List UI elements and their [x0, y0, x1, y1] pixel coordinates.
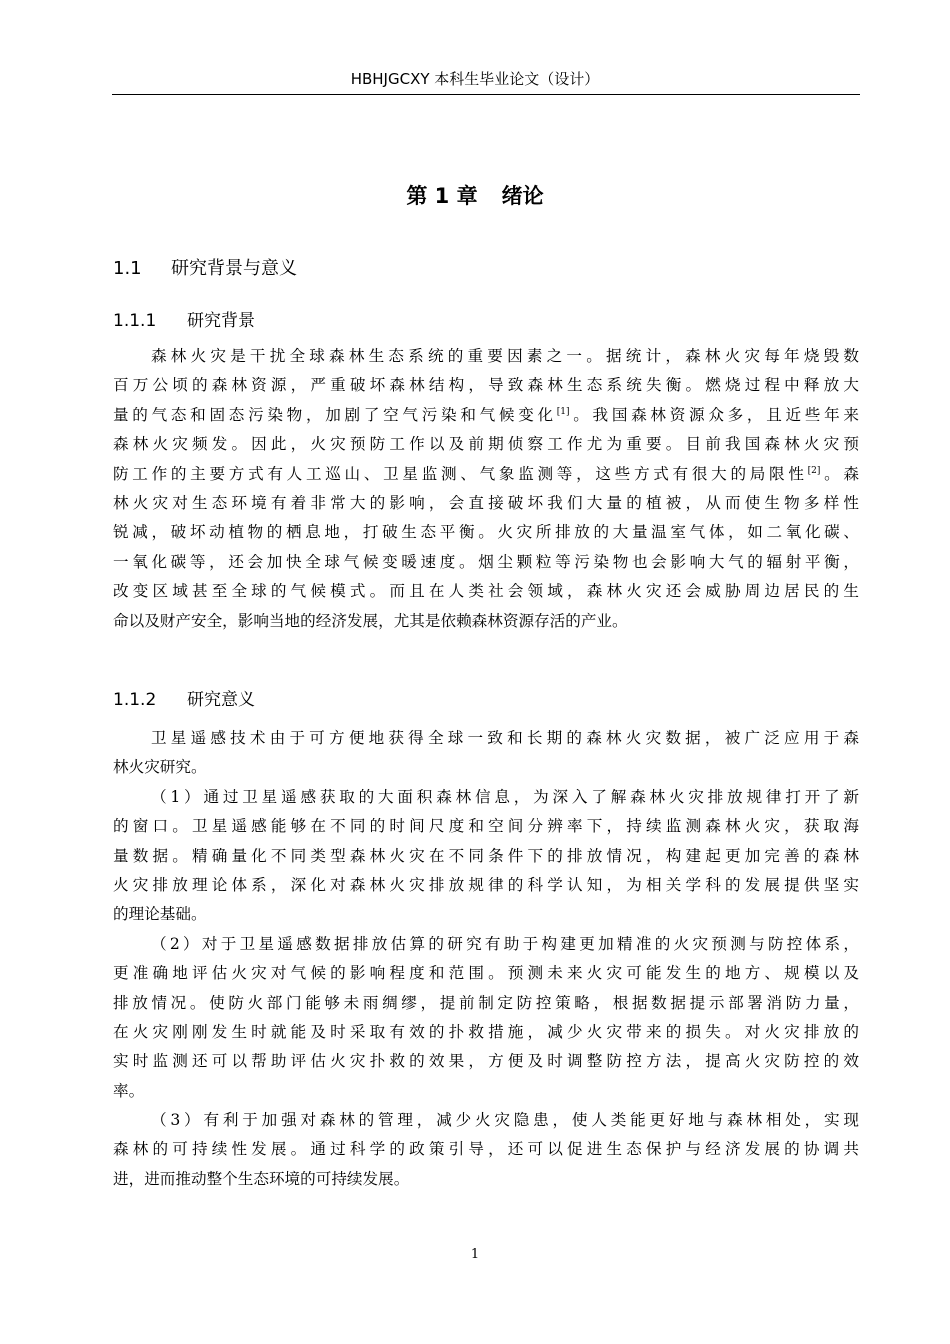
text-line: 卫星遥感技术由于可方便地获得全球一致和长期的森林火灾数据，被广泛应用于森	[151, 729, 859, 747]
text-line: 排放情况。使防火部门能够未雨绸缪，提前制定防控策略，根据数据提示部署消防力量，	[113, 993, 859, 1012]
chapter-heading	[0, 180, 950, 210]
text-run: 量的气态和固态污染物，加剧了空气污染和气候变化	[113, 405, 557, 424]
subsection-heading-1-1-1	[113, 306, 255, 331]
text-line: 火灾排放理论体系，深化对森林火灾排放规律的科学认知，为相关学科的发展提供坚实	[113, 875, 859, 894]
text-line: （3）有利于加强对森林的管理，减少火灾隐患，使人类能更好地与森林相处，实现	[151, 1111, 859, 1130]
text-line: （2）对于卫星遥感数据排放估算的研究有助于构建更加精准的火灾预测与防控体系，	[151, 934, 859, 953]
subsection-number: 1.1.1	[113, 311, 157, 331]
text-line: 一氧化碳等，还会加快全球气候变暖速度。烟尘颗粒等污染物也会影响大气的辐射平衡，	[113, 552, 859, 571]
page-number: 1	[470, 1247, 480, 1262]
text-line	[113, 460, 859, 489]
text-line: 命以及财产安全，影响当地的经济发展，尤其是依赖森林资源存活的产业。	[113, 611, 628, 630]
running-header: HBHJGCXY 本科生毕业论文（设计）	[350, 70, 600, 88]
text-run: 防工作的主要方式有人工巡山、卫星监测、气象监测等，这些方式有很大的局限性	[113, 464, 808, 483]
header-rule	[112, 94, 860, 95]
text-line: 锐减，破坏动植物的栖息地，打破生态平衡。火灾所排放的大量温室气体，如二氧化碳、	[113, 523, 859, 542]
text-run: 。森	[820, 464, 859, 483]
subsection-heading-1-1-2	[113, 685, 255, 710]
text-line: 更准确地评估火灾对气候的影响程度和范围。预测未来火灾可能发生的地方、规模以及	[113, 964, 859, 983]
chapter-title: 绪论	[501, 184, 544, 208]
text-run: 。我国森林资源众多，且近些年来	[569, 405, 859, 424]
significance-section	[113, 724, 859, 1194]
section-number: 1.1	[113, 258, 142, 279]
text-line: 林火灾对生态环境有着非常大的影响，会直接破坏我们大量的植被，从而使生物多样性	[113, 493, 859, 512]
text-line: 的窗口。卫星遥感能够在不同的时间尺度和空间分辨率下，持续监测森林火灾，获取海	[113, 817, 859, 836]
text-line: 在火灾刚刚发生时就能及时采取有效的扑救措施，减少火灾带来的损失。对火灾排放的	[113, 1022, 859, 1041]
text-line: 实时监测还可以帮助评估火灾扑救的效果，方便及时调整防控方法，提高火灾防控的效	[113, 1052, 859, 1071]
text-line	[113, 401, 859, 430]
section-heading-1-1	[113, 254, 297, 280]
section-title: 研究背景与意义	[171, 258, 297, 279]
text-line: 百万公顷的森林资源，严重破坏森林结构，导致森林生态系统失衡。燃烧过程中释放大	[113, 376, 859, 395]
text-line: （1）通过卫星遥感获取的大面积森林信息，为深入了解森林火灾排放规律打开了新	[151, 787, 859, 806]
subsection-number: 1.1.2	[113, 690, 157, 710]
citation-ref-1: [1]	[556, 406, 570, 417]
text-line: 森林的可持续性发展。通过科学的政策引导，还可以促进生态保护与经济发展的协调共	[113, 1140, 859, 1159]
citation-ref-2: [2]	[807, 465, 821, 476]
text-line: 量数据。精确量化不同类型森林火灾在不同条件下的排放情况，构建起更加完善的森林	[113, 846, 859, 865]
text-line: 进，进而推动整个生态环境的可持续发展。	[113, 1169, 410, 1188]
text-line: 森林火灾是干扰全球森林生态系统的重要因素之一。据统计，森林火灾每年烧毁数	[151, 347, 859, 365]
chapter-number: 第 1 章	[406, 184, 478, 208]
text-line: 率。	[113, 1081, 145, 1100]
text-line: 改变区域甚至全球的气候模式。而且在人类社会领域，森林火灾还会威胁周边居民的生	[113, 582, 859, 601]
text-line: 森林火灾频发。因此，火灾预防工作以及前期侦察工作尤为重要。目前我国森林火灾预	[113, 435, 859, 454]
subsection-title: 研究背景	[187, 311, 255, 331]
background-paragraph	[113, 342, 859, 636]
text-line: 的理论基础。	[113, 905, 207, 924]
text-line: 林火灾研究。	[113, 758, 207, 777]
subsection-title: 研究意义	[187, 690, 255, 710]
